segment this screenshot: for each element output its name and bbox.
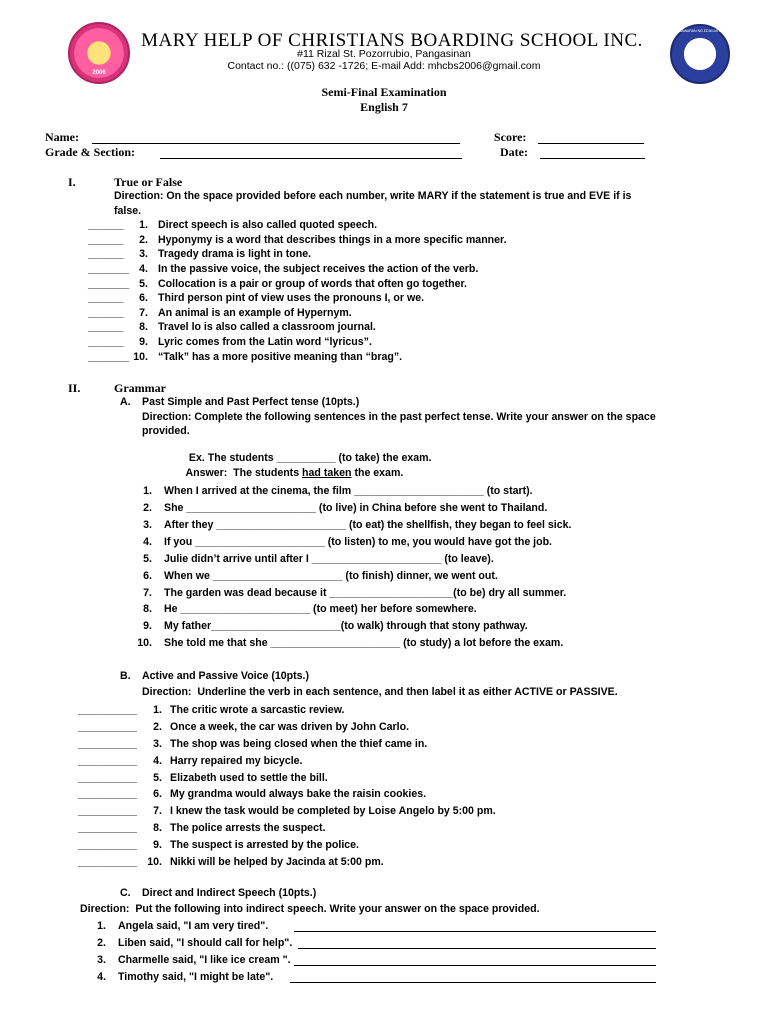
score-field[interactable] <box>538 143 644 144</box>
item-text[interactable]: The garden was dead because it _____________________(to be) dry all summer. <box>164 587 567 599</box>
answer-line[interactable] <box>294 965 656 966</box>
answer-blank[interactable]: ______ <box>88 292 124 304</box>
answer-line[interactable] <box>298 948 656 949</box>
item-text: “Talk” has a more positive meaning than “brag”. <box>158 351 403 363</box>
school-name: MARY HELP OF CHRISTIANS BOARDING SCHOOL INC. <box>141 30 643 51</box>
item-number: 5. <box>139 278 148 290</box>
item-number: 6. <box>143 570 152 582</box>
item-text: Lyric comes from the Latin word “lyricus”. <box>158 336 372 348</box>
item-number: 4. <box>143 536 152 548</box>
item-number: 8. <box>139 321 148 333</box>
item-number: 3. <box>97 954 106 966</box>
item-text[interactable]: When I arrived at the cinema, the film ______________________ (to start). <box>164 485 533 497</box>
item-text[interactable]: My father______________________(to walk) through that stony pathway. <box>164 620 528 632</box>
answer-suffix: the exam. <box>351 467 404 479</box>
item-text: The police arrests the suspect. <box>170 822 326 834</box>
part1-title: True or False <box>114 175 183 189</box>
item-number: 6. <box>139 292 148 304</box>
answer-blank[interactable]: __________ <box>78 856 137 868</box>
item-text: I knew the task would be completed by Loise Angelo by 5:00 pm. <box>170 805 496 817</box>
item-number: 7. <box>153 805 162 817</box>
item-text: Collocation is a pair or group of words that often go together. <box>158 278 467 290</box>
item-text: Once a week, the car was driven by John Carlo. <box>170 721 410 733</box>
item-number: 8. <box>153 822 162 834</box>
answer-blank[interactable]: __________ <box>78 839 137 851</box>
answer-blank[interactable]: _______ <box>88 263 130 275</box>
sectionA-letter: A. <box>120 396 131 408</box>
example-hint: (to take) <box>338 452 380 464</box>
example-suffix: the exam. <box>379 452 432 464</box>
item-number: 10. <box>137 637 152 649</box>
part1-numeral: I. <box>68 175 76 189</box>
item-text: Nikki will be helped by Jacinda at 5:00 pm. <box>170 856 384 868</box>
school-seal-year: 2006 <box>92 70 106 76</box>
item-number: 10. <box>133 351 148 363</box>
score-label: Score: <box>494 130 527 144</box>
item-number: 2. <box>97 937 106 949</box>
item-text: An animal is an example of Hypernym. <box>158 307 352 319</box>
exam-title: Semi-Final Examination <box>321 85 447 99</box>
answer-blank[interactable]: __________ <box>78 738 137 750</box>
school-contact: Contact no.: ((075) 632 -1726; E-mail Add: mhcbs2006@gmail.com <box>227 60 541 72</box>
item-number: 4. <box>153 755 162 767</box>
item-text: Liben said, "I should call for help". <box>118 937 293 949</box>
item-number: 4. <box>139 263 148 275</box>
item-number: 1. <box>143 485 152 497</box>
item-text[interactable]: If you ______________________ (to listen) to me, you would have got the job. <box>164 536 552 548</box>
item-number: 2. <box>139 234 148 246</box>
item-text[interactable]: She told me that she ______________________ (to study) a lot before the exam. <box>164 637 564 649</box>
answer-underlined: had taken <box>302 467 352 479</box>
deped-seal-ring-text: KAGAWARAN NG EDUKASYON <box>674 29 726 33</box>
grade-section-label: Grade & Section: <box>45 145 135 159</box>
part2-title: Grammar <box>114 381 166 395</box>
item-number: 1. <box>153 704 162 716</box>
item-number: 8. <box>143 603 152 615</box>
school-address: #11 Rizal St. Pozorrubio, Pangasinan <box>297 48 471 60</box>
item-text: Harry repaired my bicycle. <box>170 755 303 767</box>
part1-direction-cont: false. <box>114 205 142 217</box>
sectionC-direction: Direction: Put the following into indirect speech. Write your answer on the space provided. <box>80 903 540 915</box>
sectionA-title: Past Simple and Past Perfect tense (10pts.) <box>142 396 360 408</box>
item-number: 7. <box>139 307 148 319</box>
item-text: Elizabeth used to settle the bill. <box>170 772 328 784</box>
answer-blank[interactable]: __________ <box>78 805 137 817</box>
item-text: Travel lo is also called a classroom journal. <box>158 321 376 333</box>
item-text: Direct speech is also called quoted speech. <box>158 219 378 231</box>
answer-blank[interactable]: ______ <box>88 321 124 333</box>
name-field[interactable] <box>92 143 460 144</box>
answer-blank[interactable]: __________ <box>78 788 137 800</box>
sectionB-direction: Direction: Underline the verb in each sentence, and then label it as either ACTIVE or PASSIVE. <box>142 686 618 698</box>
grade-section-field[interactable] <box>160 158 462 159</box>
exam-subject: English 7 <box>360 100 408 114</box>
answer-blank[interactable]: ______ <box>88 336 124 348</box>
sectionC-title: Direct and Indirect Speech (10pts.) <box>142 887 317 899</box>
answer-blank[interactable]: ______ <box>88 219 124 231</box>
answer-blank[interactable]: _______ <box>88 351 130 363</box>
item-text[interactable]: When we ______________________ (to finish) dinner, we went out. <box>164 570 498 582</box>
answer-line[interactable] <box>294 931 656 932</box>
item-number: 2. <box>153 721 162 733</box>
item-text: Angela said, "I am very tired". <box>118 920 269 932</box>
item-text: Timothy said, "I might be late". <box>118 971 274 983</box>
item-text: In the passive voice, the subject receives the action of the verb. <box>158 263 479 275</box>
sectionB-letter: B. <box>120 670 131 682</box>
item-number: 2. <box>143 502 152 514</box>
answer-blank[interactable]: __________ <box>78 721 137 733</box>
item-number: 3. <box>143 519 152 531</box>
example-prefix: Ex. The students __________ <box>188 452 339 464</box>
item-number: 5. <box>153 772 162 784</box>
sectionB-title: Active and Passive Voice (10pts.) <box>142 670 310 682</box>
answer-blank[interactable]: ______ <box>88 307 124 319</box>
item-number: 4. <box>97 971 106 983</box>
item-number: 9. <box>143 620 152 632</box>
item-number: 5. <box>143 553 152 565</box>
item-number: 1. <box>97 920 106 932</box>
item-text[interactable]: Julie didn’t arrive until after I ______________________ (to leave). <box>164 553 494 565</box>
item-number: 9. <box>153 839 162 851</box>
answer-blank[interactable]: __________ <box>78 755 137 767</box>
item-number: 3. <box>153 738 162 750</box>
answer-blank[interactable]: __________ <box>78 704 137 716</box>
name-label: Name: <box>45 130 79 144</box>
item-number: 9. <box>139 336 148 348</box>
item-text: Tragedy drama is light in tone. <box>158 248 312 260</box>
item-text[interactable]: She ______________________ (to live) in China before she went to Thailand. <box>164 502 548 514</box>
item-text: The critic wrote a sarcastic review. <box>170 704 345 716</box>
item-text: The suspect is arrested by the police. <box>170 839 359 851</box>
item-text: The shop was being closed when the thief came in. <box>170 738 428 750</box>
item-text: My grandma would always bake the raisin cookies. <box>170 788 427 800</box>
answer-blank[interactable]: ______ <box>88 234 124 246</box>
item-number: 1. <box>139 219 148 231</box>
item-number: 7. <box>143 587 152 599</box>
item-number: 10. <box>147 856 162 868</box>
answer-blank[interactable]: __________ <box>78 822 137 834</box>
date-label: Date: <box>500 145 528 159</box>
part2-numeral: II. <box>68 381 81 395</box>
item-text: Hyponymy is a word that describes things in a more specific manner. <box>158 234 507 246</box>
item-number: 3. <box>139 248 148 260</box>
item-text: Charmelle said, "I like ice cream ". <box>118 954 291 966</box>
answer-prefix: Answer: The students <box>185 467 303 479</box>
item-text[interactable]: After they ______________________ (to eat) the shellfish, they began to feel sick. <box>164 519 572 531</box>
date-field[interactable] <box>540 158 645 159</box>
sectionA-answer <box>180 455 403 479</box>
item-number: 6. <box>153 788 162 800</box>
item-text[interactable]: He ______________________ (to meet) her before somewhere. <box>164 603 477 615</box>
answer-line[interactable] <box>290 982 656 983</box>
item-text: Third person pint of view uses the pronouns I, or we. <box>158 292 425 304</box>
part1-direction: Direction: On the space provided before each number, write MARY if the statement is true and EVE if is <box>114 190 632 202</box>
sectionA-direction-cont: provided. <box>142 425 190 437</box>
answer-blank[interactable]: _______ <box>88 278 130 290</box>
sectionC-letter: C. <box>120 887 131 899</box>
sectionA-direction: Direction: Complete the following sentences in the past perfect tense. Write your answer on the space <box>142 411 656 423</box>
answer-blank[interactable]: ______ <box>88 248 124 260</box>
answer-blank[interactable]: __________ <box>78 772 137 784</box>
